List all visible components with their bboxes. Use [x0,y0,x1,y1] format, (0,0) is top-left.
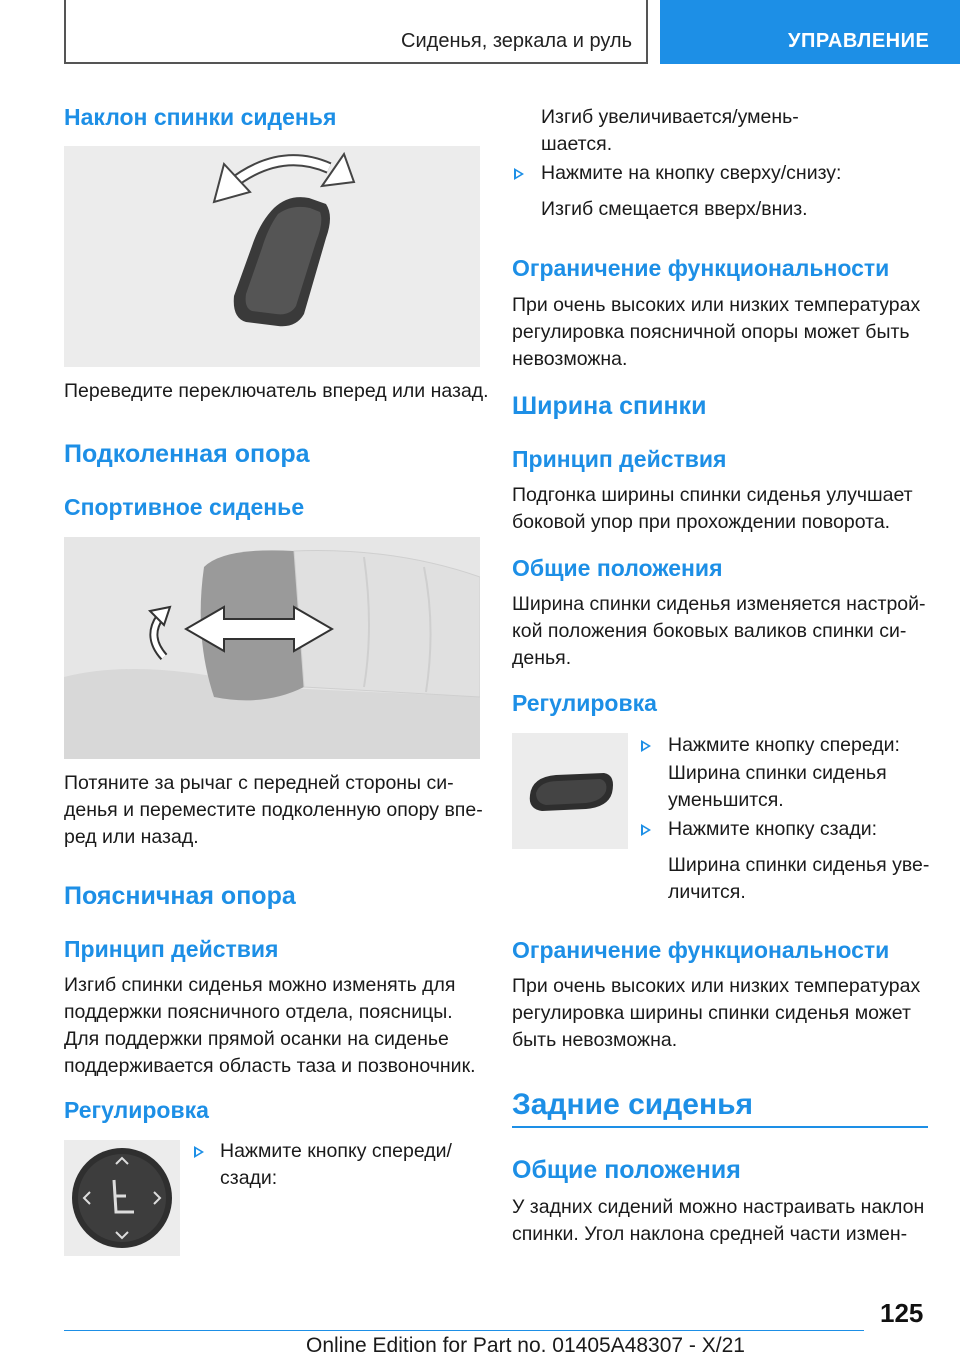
width-button-image [512,733,628,849]
width-limit-line-1: При очень высоких или низких температурах [512,975,921,997]
bullet-marker-icon [194,1146,204,1158]
lumbar-heading: Поясничная опора [64,882,296,910]
width-bullet-2-result-line-2: личится. [668,881,746,903]
lumbar-bullet-1-line-1: Нажмите кнопку спереди/ [220,1140,452,1162]
header-chapter-title: УПРАВЛЕНИЕ [788,30,930,52]
header-section-box [64,0,648,64]
lumbar-bullet-2-result: Изгиб смещается вверх/вниз. [541,198,808,220]
width-bullet-1: Нажмите кнопку спереди: [668,734,900,756]
lumbar-result-line-1: Изгиб увеличивается/умень- [541,106,799,128]
header-chapter-tab [660,0,960,64]
tilt-switch-image [64,146,480,367]
width-limit-heading: Ограничение функциональности [512,937,890,963]
lumbar-principle-line-1: Изгиб спинки сиденья можно изменять для [64,974,456,996]
rear-general-heading: Общие положения [512,1156,741,1184]
bullet-marker-icon [514,168,524,180]
width-limit-line-2: регулировка ширины спинки сиденья может [512,1002,911,1024]
lumbar-principle-line-2: поддержки поясничного отдела, поясницы. [64,1001,453,1023]
lumbar-principle-heading: Принцип действия [64,936,279,962]
width-principle-line-1: Подгонка ширины спинки сиденья улучшает [512,484,913,506]
rear-general-line-2: спинки. Угол наклона средней части измен- [512,1223,908,1245]
lumbar-bullet-1-line-2: сзади: [220,1167,278,1189]
bullet-marker-icon [641,824,651,836]
page-number: 125 [880,1298,924,1328]
width-adjust-heading: Регулировка [512,690,657,716]
width-general-line-3: денья. [512,647,572,669]
width-bullet-2: Нажмите кнопку сзади: [668,818,878,840]
rear-seats-heading: Задние сиденья [512,1088,754,1121]
sport-seat-heading: Спортивное сиденье [64,494,305,520]
width-principle-line-2: боковой упор при прохождении поворота. [512,511,891,533]
width-bullet-1-result-line-1: Ширина спинки сиденья [668,762,887,784]
lumbar-principle-line-4: поддерживается область таза и позвоночник. [64,1055,476,1077]
thigh-text-line-2: денья и переместите подколенную опору впе- [64,799,483,821]
footer-edition: Online Edition for Part no. 01405A48307 - X/21 [306,1334,745,1357]
lumbar-adjust-heading: Регулировка [64,1097,209,1123]
lumbar-limit-line-1: При очень высоких или низких температурах [512,294,921,316]
lumbar-limit-heading: Ограничение функциональности [512,255,890,281]
width-general-heading: Общие положения [512,555,723,581]
width-heading: Ширина спинки [512,392,707,420]
bullet-marker-icon [641,740,651,752]
thigh-support-image [64,537,480,759]
width-general-line-2: кой положения боковых валиков спинки си- [512,620,907,642]
lumbar-control-image [64,1140,180,1256]
section-divider [512,1126,928,1128]
tilt-text: Переведите переключатель вперед или назад. [64,380,489,402]
width-limit-line-3: быть невозможна. [512,1029,678,1051]
footer-divider [64,1330,864,1331]
lumbar-limit-line-3: невозможна. [512,348,628,370]
tilt-heading: Наклон спинки сиденья [64,104,337,130]
width-bullet-1-result-line-2: уменьшится. [668,789,784,811]
lumbar-result-line-2: шается. [541,133,613,155]
thigh-heading: Подколенная опора [64,440,310,468]
width-bullet-2-result-line-1: Ширина спинки сиденья уве- [668,854,930,876]
lumbar-principle-line-3: Для поддержки прямой осанки на сиденье [64,1028,449,1050]
thigh-text-line-1: Потяните за рычаг с передней стороны си- [64,772,454,794]
rear-general-line-1: У задних сидений можно настраивать наклон [512,1196,925,1218]
lumbar-limit-line-2: регулировка поясничной опоры может быть [512,321,910,343]
header-section-title: Сиденья, зеркала и руль [401,30,632,52]
thigh-text-line-3: ред или назад. [64,826,199,848]
width-principle-heading: Принцип действия [512,446,727,472]
lumbar-bullet-2: Нажмите на кнопку сверху/снизу: [541,162,842,184]
width-general-line-1: Ширина спинки сиденья изменяется настрой- [512,593,926,615]
